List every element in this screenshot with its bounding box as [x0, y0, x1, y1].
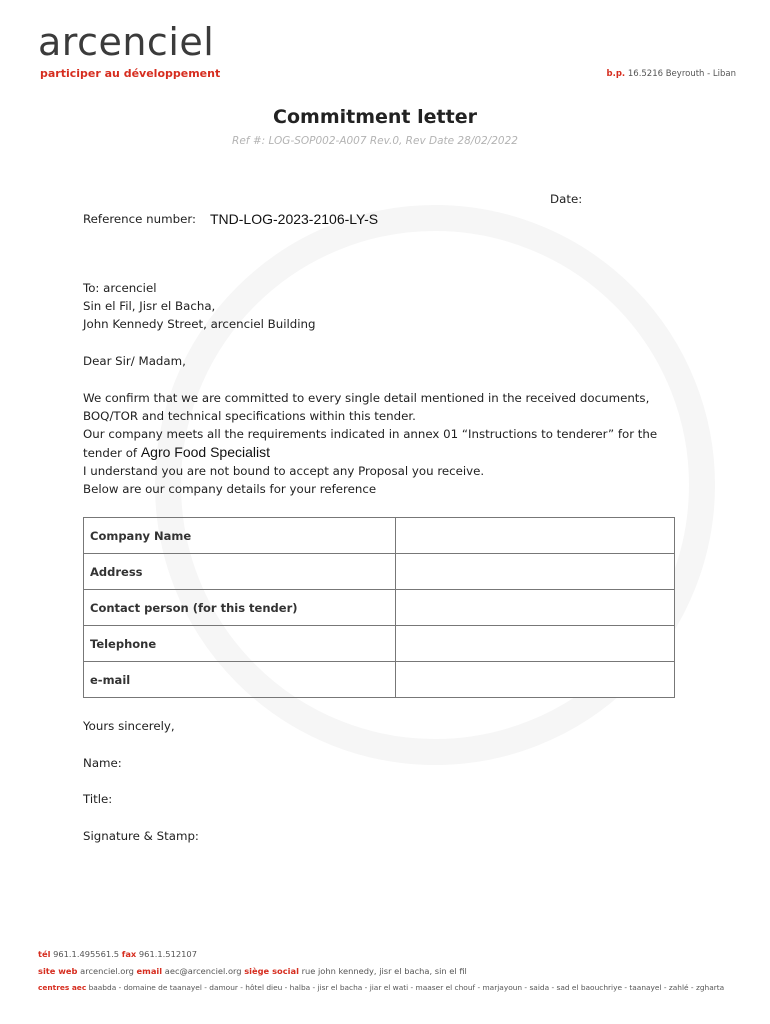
- date-label: Date:: [550, 192, 583, 206]
- paragraph-line-2: BOQ/TOR and technical specifications within this tender.: [83, 409, 416, 423]
- reference-label: Reference number:: [83, 212, 196, 226]
- address-line-1: To: arcenciel: [83, 281, 157, 295]
- tender-name-field[interactable]: Agro Food Specialist: [140, 444, 271, 460]
- footer-fax-value: 961.1.512107: [138, 949, 197, 959]
- paragraph-line-4: [83, 443, 693, 462]
- paragraph-line-1: We confirm that we are committed to every single detail mentioned in the received documents,: [83, 391, 650, 405]
- row-label-email: e-mail: [84, 662, 396, 698]
- footer-tel-value: 961.1.495561.5: [53, 949, 120, 959]
- footer-centres: [38, 983, 724, 992]
- footer-centres-label: centres aec: [38, 983, 87, 992]
- row-label-contact-person: Contact person (for this tender): [84, 590, 396, 626]
- footer-email-link[interactable]: aec@arcenciel.org: [164, 966, 242, 976]
- row-label-telephone: Telephone: [84, 626, 396, 662]
- footer-web-label: site web: [38, 966, 78, 976]
- table-row: [84, 518, 675, 554]
- table-row: [84, 590, 675, 626]
- reference-value-field[interactable]: TND-LOG-2023-2106-LY-S: [210, 211, 379, 227]
- footer-fax-label: fax: [121, 949, 137, 959]
- footer-web-link[interactable]: arcenciel.org: [80, 966, 134, 976]
- row-label-company-name: Company Name: [84, 518, 396, 554]
- contact-person-field[interactable]: [396, 590, 675, 626]
- tender-prefix: tender of: [83, 446, 138, 460]
- title-label: Title:: [83, 792, 113, 806]
- table-row: [84, 662, 675, 698]
- table-row: [84, 626, 675, 662]
- paragraph-line-5: I understand you are not bound to accept any Proposal you receive.: [83, 464, 485, 478]
- email-field[interactable]: [396, 662, 675, 698]
- po-box-label: b.p.: [606, 69, 626, 79]
- commitment-paragraph: [83, 389, 693, 498]
- salutation: Dear Sir/ Madam,: [83, 354, 186, 368]
- footer-contact: [38, 949, 197, 959]
- row-label-address: Address: [84, 554, 396, 590]
- signature-label: Signature & Stamp:: [83, 829, 199, 843]
- table-row: [84, 554, 675, 590]
- footer-centres-value: baabda - domaine de taanayel - damour - hôtel dieu - halba - jisr el bacha - jiar el wati - maaser el chouf - marjayoun - saida - sad el baouchriye - taanayel - zahlé - zgharta: [88, 983, 725, 992]
- company-name-field[interactable]: [396, 518, 675, 554]
- footer-email-label: email: [136, 966, 163, 976]
- footer-web: [38, 966, 467, 976]
- footer-siege-value: rue john kennedy, jisr el bacha, sin el fil: [301, 966, 467, 976]
- logo-name: arcenciel: [38, 20, 215, 64]
- closing-sincerely: Yours sincerely,: [83, 719, 175, 733]
- name-label: Name:: [83, 756, 122, 770]
- address-block: [83, 279, 316, 333]
- po-box-address: 16.5216 Beyrouth - Liban: [627, 69, 736, 79]
- telephone-field[interactable]: [396, 626, 675, 662]
- address-line-3: John Kennedy Street, arcenciel Building: [83, 317, 316, 331]
- address-field[interactable]: [396, 554, 675, 590]
- company-details-table: [83, 517, 675, 698]
- footer-siege-label: siège social: [244, 966, 299, 976]
- document-title: Commitment letter: [273, 106, 477, 128]
- paragraph-line-6: Below are our company details for your reference: [83, 482, 377, 496]
- paragraph-line-3: Our company meets all the requirements indicated in annex 01 “Instructions to tenderer” for the: [83, 427, 658, 441]
- po-box: [607, 69, 736, 79]
- document-ref: Ref #: LOG-SOP002-A007 Rev.0, Rev Date 28/02/2022: [232, 135, 518, 147]
- footer-tel-label: tél: [38, 949, 51, 959]
- address-line-2: Sin el Fil, Jisr el Bacha,: [83, 299, 216, 313]
- logo-tagline: participer au développement: [40, 67, 221, 80]
